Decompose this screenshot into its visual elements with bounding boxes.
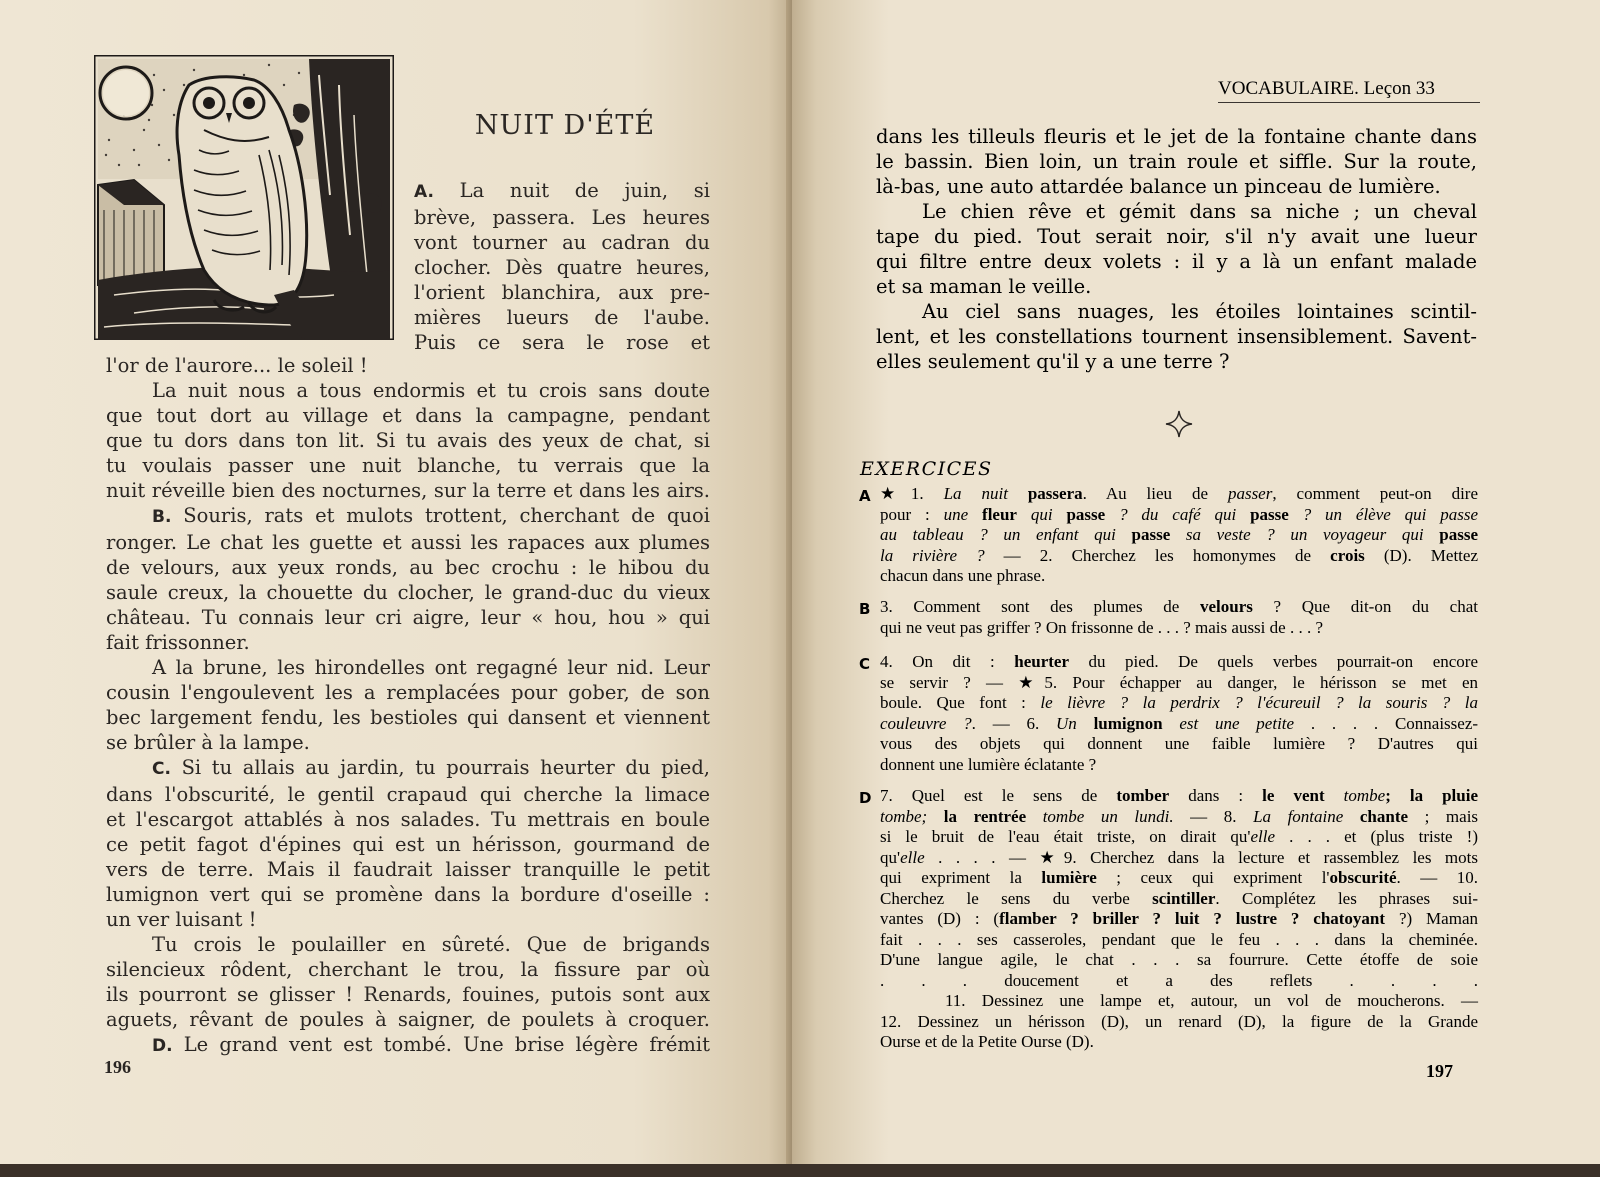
exercise-line: Ourse et de la Petite Ourse (D). [880,1032,1094,1051]
text-line [106,832,710,857]
line-text: Tu crois le poulailler en sûreté. Que de brigands [152,933,710,956]
text-line [106,403,710,428]
exercise-block [880,484,1478,587]
line-text: Puis ce sera le rose et [414,331,710,354]
exercise-group-label: C [859,655,871,673]
exercise-line: vantes (D) : (flamber ? briller ? luit ? lustre ? chatoyant ?) Maman [880,909,1478,928]
line-text: se brûler à la lampe. [106,731,310,754]
exercise-block [880,786,1478,1053]
text-line [106,782,710,807]
line-text: tu voulais passer une nuit blanche, tu verrais que la [106,454,710,477]
section-label: C. [152,759,171,779]
text-line [106,580,710,605]
exercise-line: 12. Dessinez un hérisson (D), un renard (D), la figure de la Grande [880,1011,1478,1031]
text-line [106,907,710,932]
line-text: qui filtre entre deux volets : il y a là un enfant malade [876,250,1477,273]
line-text: un ver luisant ! [106,908,257,931]
text-line [876,349,1477,374]
text-line [106,857,710,882]
section-label: B. [152,507,172,527]
diamond-star-ornament-icon [1164,409,1194,439]
text-line [876,299,1477,324]
exercise-line: . . . doucement et a des reflets . . . . [880,970,1478,990]
text-line [106,453,710,478]
text-line [414,230,710,255]
line-text: l'or de l'aurore... le soleil ! [106,354,368,377]
line-text: La nuit nous a tous endormis et tu crois sans doute [152,379,710,402]
text-line [876,224,1477,249]
exercise-line: pour : une fleur qui passe ? du café qui passe ? un élève qui passe [880,504,1479,524]
text-line [106,705,710,730]
exercise-line: se servir ? — ★5. Pour échapper au danger, le hérisson se met en [880,672,1478,692]
text-line [106,428,710,453]
exercise-line: D'une langue agile, le chat . . . sa fourrure. Cette étoffe de soie [880,950,1478,969]
line-text: bec largement fendu, les bestioles qui dansent et viennent [106,706,710,729]
exercise-line: vous des objets qui donnent une faible lumière ? D'autres qui [880,734,1478,753]
line-text: ce petit fagot d'épines qui est un hérisson, gourmand de [106,833,710,856]
line-text: Si tu allais au jardin, tu pourrais heurter du pied, [181,756,711,779]
exercise-line: chacun dans une phrase. [880,566,1046,585]
exercise-line: donnent une lumière éclatante ? [880,754,1097,774]
line-text: le bassin. Bien loin, un train roule et siffle. Sur la route, [876,150,1477,173]
text-line [106,957,710,982]
text-line [414,305,710,330]
text-line [106,730,710,755]
intro-paragraph [414,178,710,355]
line-text: et l'escargot attablés à nos salades. Tu mettrais en boule [106,808,710,831]
exercise-line: qui expriment la lumière ; ceux qui expriment l'obscurité. — 10. [880,868,1479,887]
text-line [876,249,1477,274]
left-body-text [106,353,710,1059]
text-line [414,255,710,280]
line-text: vers de terre. Mais il faudrait laisser tranquille le petit [106,858,710,881]
exercise-line: fait . . . ses casseroles, pendant que le feu . . . dans la cheminée. [880,929,1478,949]
line-text: nuit réveille bien des nocturnes, sur la terre et dans les airs. [106,479,710,502]
line-text: cousin l'engoulevent les a remplacées pour gober, de son [106,681,710,704]
line-text: Le chien rêve et gémit dans sa niche ; un cheval [922,200,1477,223]
text-line [106,680,710,705]
text-line [106,982,710,1007]
text-line [414,205,710,230]
text-line [414,330,710,355]
line-text: dans les tilleuls fleuris et le jet de la fontaine chante dans [876,125,1477,148]
line-text: vont tourner au cadran du [414,231,710,254]
line-text: lent, et les constellations tournent insensiblement. Savent- [876,325,1477,348]
exercise-block [880,597,1478,638]
text-line [106,1007,710,1032]
exercise-line: ★1. La nuit passera. Au lieu de passer, comment peut-on dire [880,484,1478,503]
line-text: aguets, rêvant de poules à saigner, de poulets à croquer. [106,1008,710,1031]
line-text: brève, passera. Les heures [414,206,710,229]
line-text: A la brune, les hirondelles ont regagné leur nid. Leur [152,656,710,679]
exercise-line: qui ne veut pas griffer ? On frissonne de . . . ? mais aussi de . . . ? [880,617,1323,637]
text-line [106,478,710,503]
text-line [876,174,1477,199]
text-line [876,324,1477,349]
text-line [106,882,710,907]
exercise-line: tombe; la rentrée tombe un lundi. — 8. La fontaine chante ; mais [880,806,1479,826]
line-text: lumignon vert qui se promène dans la bordure d'oseille : [106,883,710,906]
text-line [876,124,1477,149]
exercise-group-label: B [859,600,871,618]
left-page [0,0,792,1177]
text-line [876,149,1477,174]
text-line [106,1032,710,1059]
exercise-line: 11. Dessinez une lampe et, autour, un vol de moucherons. — [880,991,1478,1010]
line-text: mières lueurs de l'aube. [414,306,710,329]
exercise-line: boule. Que font : le lièvre ? la perdrix ? l'écureuil ? la souris ? la [880,693,1479,712]
exercise-block [880,652,1478,775]
exercise-group-label: D [859,789,872,807]
exercise-group-label: A [859,487,871,505]
exercise-line: 3. Comment sont des plumes de velours ? Que dit-on du chat [880,597,1478,616]
line-text: saule creux, la chouette du clocher, le grand-duc du vieux [106,581,710,604]
exercise-line: la rivière ? — 2. Cherchez les homonymes de crois (D). Mettez [880,545,1478,565]
line-text: Au ciel sans nuages, les étoiles lointaines scintil- [922,300,1477,323]
exercise-line: 7. Quel est le sens de tomber dans : le vent tombe; la pluie [880,786,1478,805]
text-line [414,280,710,305]
line-text: elles seulement qu'il y a une terre ? [876,350,1230,373]
line-text: fait frissonner. [106,631,250,654]
chapter-header: VOCABULAIRE. Leçon 33 [1218,78,1480,103]
text-line [876,274,1477,299]
line-text: Le grand vent est tombé. Une brise légère frémit [183,1033,710,1056]
text-line [106,353,710,378]
line-text: dans l'obscurité, le gentil crapaud qui cherche la limace [106,783,710,806]
text-line [106,932,710,957]
line-text: là-bas, une auto attardée balance un pinceau de lumière. [876,175,1441,198]
owl-woodcut-illustration [94,55,394,340]
text-line [106,378,710,403]
page-number-right: 197 [1426,1061,1453,1081]
line-text: ronger. Le chat les guette et aussi les rapaces aux plumes [106,531,710,554]
line-text: que tu dors dans ton lit. Si tu avais des yeux de chat, si [106,429,710,452]
text-line [106,630,710,655]
right-body-text [876,124,1477,374]
text-line [106,655,710,680]
line-text: Souris, rats et mulots trottent, cherchant de quoi [183,504,711,527]
text-line [106,530,710,555]
line-text: de velours, aux yeux ronds, au bec crochu : le hibou du [106,556,710,579]
line-text: tape du pied. Tout serait noir, s'il n'y avait une lueur [876,225,1477,248]
text-line [106,503,710,530]
line-text: ils pourront se glisser ! Renards, fouines, putois sont aux [106,983,710,1006]
line-text: et sa maman le veille. [876,275,1092,298]
exercise-line: au tableau ? un enfant qui passe sa veste ? un voyageur qui passe [880,525,1478,544]
exercise-line: qu'elle . . . . — ★9. Cherchez dans la lecture et rassemblez les mots [880,847,1478,867]
text-line [876,199,1477,224]
page-title: NUIT D'ÉTÉ [474,110,656,141]
exercise-line: couleuvre ?. — 6. Un lumignon est une petite . . . . Connaissez- [880,713,1479,733]
section-label: A. [414,182,434,202]
line-text: La nuit de juin, si [459,179,710,202]
text-line [106,755,710,782]
text-line [106,555,710,580]
text-line [106,807,710,832]
exercises-heading: EXERCICES [860,458,993,480]
section-label: D. [152,1036,173,1056]
text-line [106,605,710,630]
line-text: l'orient blanchira, aux pre- [414,281,710,304]
line-text: que tout dort au village et dans la campagne, pendant [106,404,710,427]
text-line [414,178,710,205]
exercise-line: Cherchez le sens du verbe scintiller. Complétez les phrases sui- [880,888,1478,908]
page-bottom-edge [0,1164,1600,1177]
line-text: silencieux rôdent, cherchant le trou, la fissure par où [106,958,710,981]
line-text: château. Tu connais leur cri aigre, leur « hou, hou » qui [106,606,710,629]
page-number-left: 196 [104,1057,131,1077]
line-text: clocher. Dès quatre heures, [414,256,710,279]
exercise-line: 4. On dit : heurter du pied. De quels verbes pourrait-on encore [880,652,1478,671]
exercise-line: si le bruit de l'eau était triste, on dirait qu'elle . . . et (plus triste !) [880,827,1479,846]
